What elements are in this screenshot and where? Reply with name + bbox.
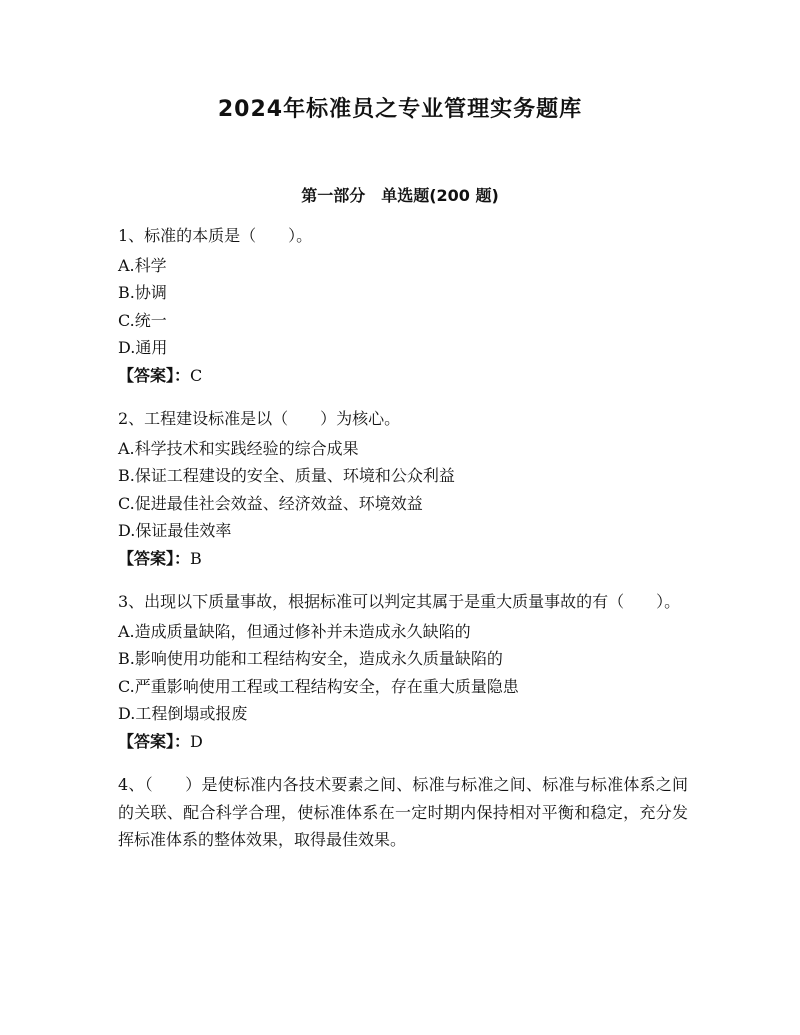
answer-line <box>118 545 688 573</box>
option-c: C.促进最佳社会效益、经济效益、环境效益 <box>118 493 423 513</box>
option-c: C.严重影响使用工程或工程结构安全，存在重大质量隐患 <box>118 676 519 696</box>
question-stem: 2、工程建设标准是以（ ）为核心。 <box>118 409 401 428</box>
option-d: D.通用 <box>118 338 168 357</box>
question-stem: 1、标准的本质是（ ）。 <box>118 226 313 245</box>
answer-line <box>118 728 688 756</box>
answer-value: B <box>190 548 202 568</box>
answer-label: 【答案】： <box>118 365 191 385</box>
option-b: B.保证工程建设的安全、质量、环境和公众利益 <box>118 466 455 485</box>
section-heading: 第一部分 单选题(200 题) <box>301 186 499 205</box>
question-list <box>118 222 688 856</box>
document-title: 2024年标准员之专业管理实务题库 <box>217 97 583 122</box>
answer-value: D <box>190 731 203 751</box>
option-b: B.协调 <box>118 283 167 302</box>
option-a: A.科学 <box>118 255 167 275</box>
question-item <box>118 588 688 755</box>
answer-label: 【答案】： <box>118 548 191 568</box>
answer-line <box>118 362 688 390</box>
answer-label: 【答案】： <box>118 731 191 751</box>
option-c: C.统一 <box>118 310 167 330</box>
option-a: A.造成质量缺陷，但通过修补并未造成永久缺陷的 <box>118 621 471 641</box>
option-d: D.工程倒塌或报废 <box>118 704 248 723</box>
option-b: B.影响使用功能和工程结构安全，造成永久质量缺陷的 <box>118 649 503 668</box>
question-stem: 3、出现以下质量事故，根据标准可以判定其属于是重大质量事故的有（ ）。 <box>118 592 681 611</box>
option-d: D.保证最佳效率 <box>118 521 232 540</box>
answer-value: C <box>190 365 203 385</box>
question-item <box>118 405 688 572</box>
question-stem: 4、（ ）是使标准内各技术要素之间、标准与标准之间、标准与标准体系之间的关联、配合科学合理，使标准体系在一定时期内保持相对平衡和稳定，充分发挥标准体系的整体效果，取得最佳效果。 <box>118 775 688 849</box>
question-item <box>118 222 688 389</box>
option-a: A.科学技术和实践经验的综合成果 <box>118 438 359 458</box>
question-item <box>118 771 688 854</box>
